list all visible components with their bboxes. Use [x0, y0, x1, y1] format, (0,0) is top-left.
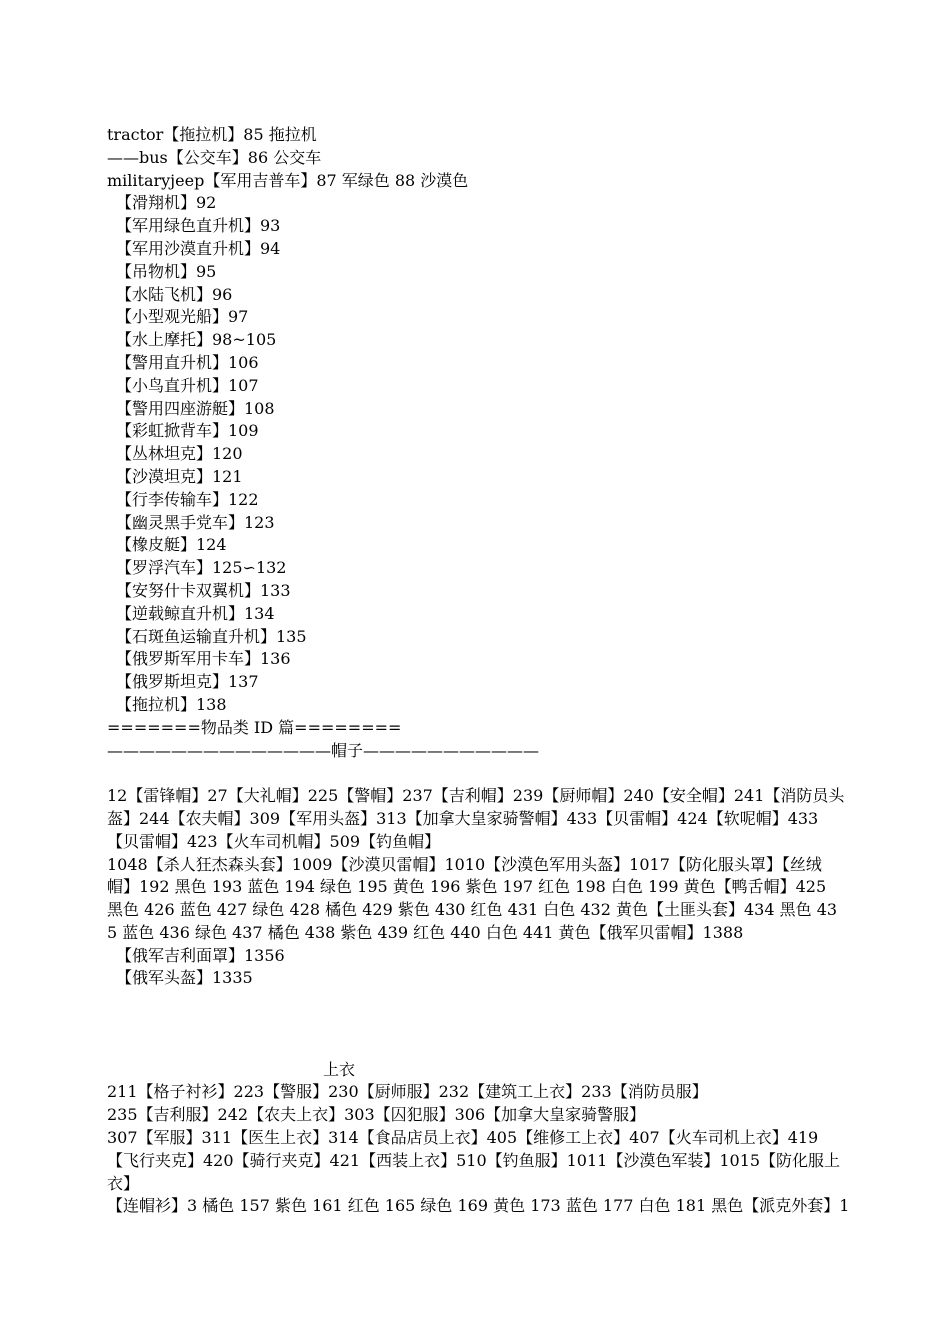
- hats-line: 【俄军头盔】1335: [116, 968, 253, 988]
- vehicle-line: 【彩虹掀背车】109: [116, 421, 259, 441]
- hats-paragraph: 12【雷锋帽】27【大礼帽】225【警帽】237【吉利帽】239【厨师帽】240【安全帽】241【消防员头盔】244【农夫帽】309【军用头盔】313【加拿大皇家骑警帽】433【贝雷帽】424【软呢帽】433【贝雷帽】423【火车司机帽】509【钓鱼帽】: [107, 786, 845, 851]
- blank-line: [107, 762, 845, 785]
- vehicle-line: 【军用绿色直升机】93: [116, 216, 281, 236]
- vehicle-line: 【沙漠坦克】121: [116, 466, 243, 486]
- items-section-header: =======物品类 ID 篇========: [107, 717, 402, 737]
- tops-line: 211【格子衬衫】223【警服】230【厨师服】232【建筑工上衣】233【消防员服】: [107, 1082, 708, 1102]
- vehicle-line: 【罗浮汽车】125∽132: [116, 558, 287, 578]
- tops-paragraph: 307【军服】311【医生上衣】314【食品店员上衣】405【维修工上衣】407【火车司机上衣】419【飞行夹克】420【骑行夹克】421【西装上衣】510【钓鱼服】1011【沙漠色军装】1015【防化服上衣】: [107, 1128, 841, 1193]
- vehicle-line: 【俄罗斯军用卡车】136: [116, 649, 291, 669]
- vehicle-line: 【石斑鱼运输直升机】135: [116, 626, 307, 646]
- tops-line: 【连帽衫】3 橘色 157 紫色 161 红色 165 绿色 169 黄色 173 蓝色 177 白色 181 黑色【派克外套】1: [107, 1196, 850, 1216]
- vehicle-line: 【幽灵黑手党车】123: [116, 512, 275, 532]
- vehicle-line: 【警用直升机】106: [116, 352, 259, 372]
- tops-line: 235【吉利服】242【农夫上衣】303【囚犯服】306【加拿大皇家骑警服】: [107, 1105, 646, 1125]
- vehicle-line: 【拖拉机】138: [116, 694, 227, 714]
- vehicle-line: 【水上摩托】98~105: [116, 330, 277, 350]
- vehicle-line: 【警用四座游艇】108: [116, 398, 275, 418]
- vehicle-line: 【俄罗斯坦克】137: [116, 672, 259, 692]
- vehicle-line: 【行李传输车】122: [116, 489, 259, 509]
- blank-line: [107, 1036, 845, 1059]
- vehicle-line: 【水陆飞机】96: [116, 284, 233, 304]
- vehicle-line: 【丛林坦克】120: [116, 444, 243, 464]
- tops-section-header: 上衣: [323, 1059, 356, 1079]
- vehicle-line: 【滑翔机】92: [116, 193, 217, 213]
- vehicle-line: militaryjeep【军用吉普车】87 军绿色 88 沙漠色: [107, 170, 469, 190]
- vehicle-line: 【吊物机】95: [116, 261, 217, 281]
- blank-line: [107, 990, 845, 1013]
- vehicle-line: 【橡皮艇】124: [116, 535, 227, 555]
- hats-section-header: ——————————————帽子———————————: [107, 740, 540, 760]
- vehicle-line: 【军用沙漠直升机】94: [116, 238, 281, 258]
- vehicle-line: ——bus【公交车】86 公交车: [107, 147, 322, 167]
- vehicle-line: 【逆载鲸直升机】134: [116, 603, 275, 623]
- hats-line: 【俄军吉利面罩】1356: [116, 945, 285, 965]
- vehicle-line: 【安努什卡双翼机】133: [116, 580, 291, 600]
- vehicle-line: 【小鸟直升机】107: [116, 375, 259, 395]
- vehicle-line: tractor【拖拉机】85 拖拉机: [107, 125, 317, 144]
- vehicle-line: 【小型观光船】97: [116, 307, 249, 327]
- document-page: [107, 124, 850, 1218]
- hats-paragraph: 1048【杀人狂杰森头套】1009【沙漠贝雷帽】1010【沙漠色军用头盔】1017【防化服头罩】【丝绒帽】192 黑色 193 蓝色 194 绿色 195 黄色 196 紫色 197 红色 198 白色 199 黄色【鸭舌帽】425 黑色 426 蓝色 427 绿色 428 橘色 429 紫色 430 红色 431 白色 432 黄色【土匪头套】434 黑色 435 蓝色 436 绿色 437 橘色 438 紫色 439 红色 440 白色 441 黄色【俄军贝雷帽】1388: [107, 854, 838, 942]
- blank-line: [107, 1013, 845, 1036]
